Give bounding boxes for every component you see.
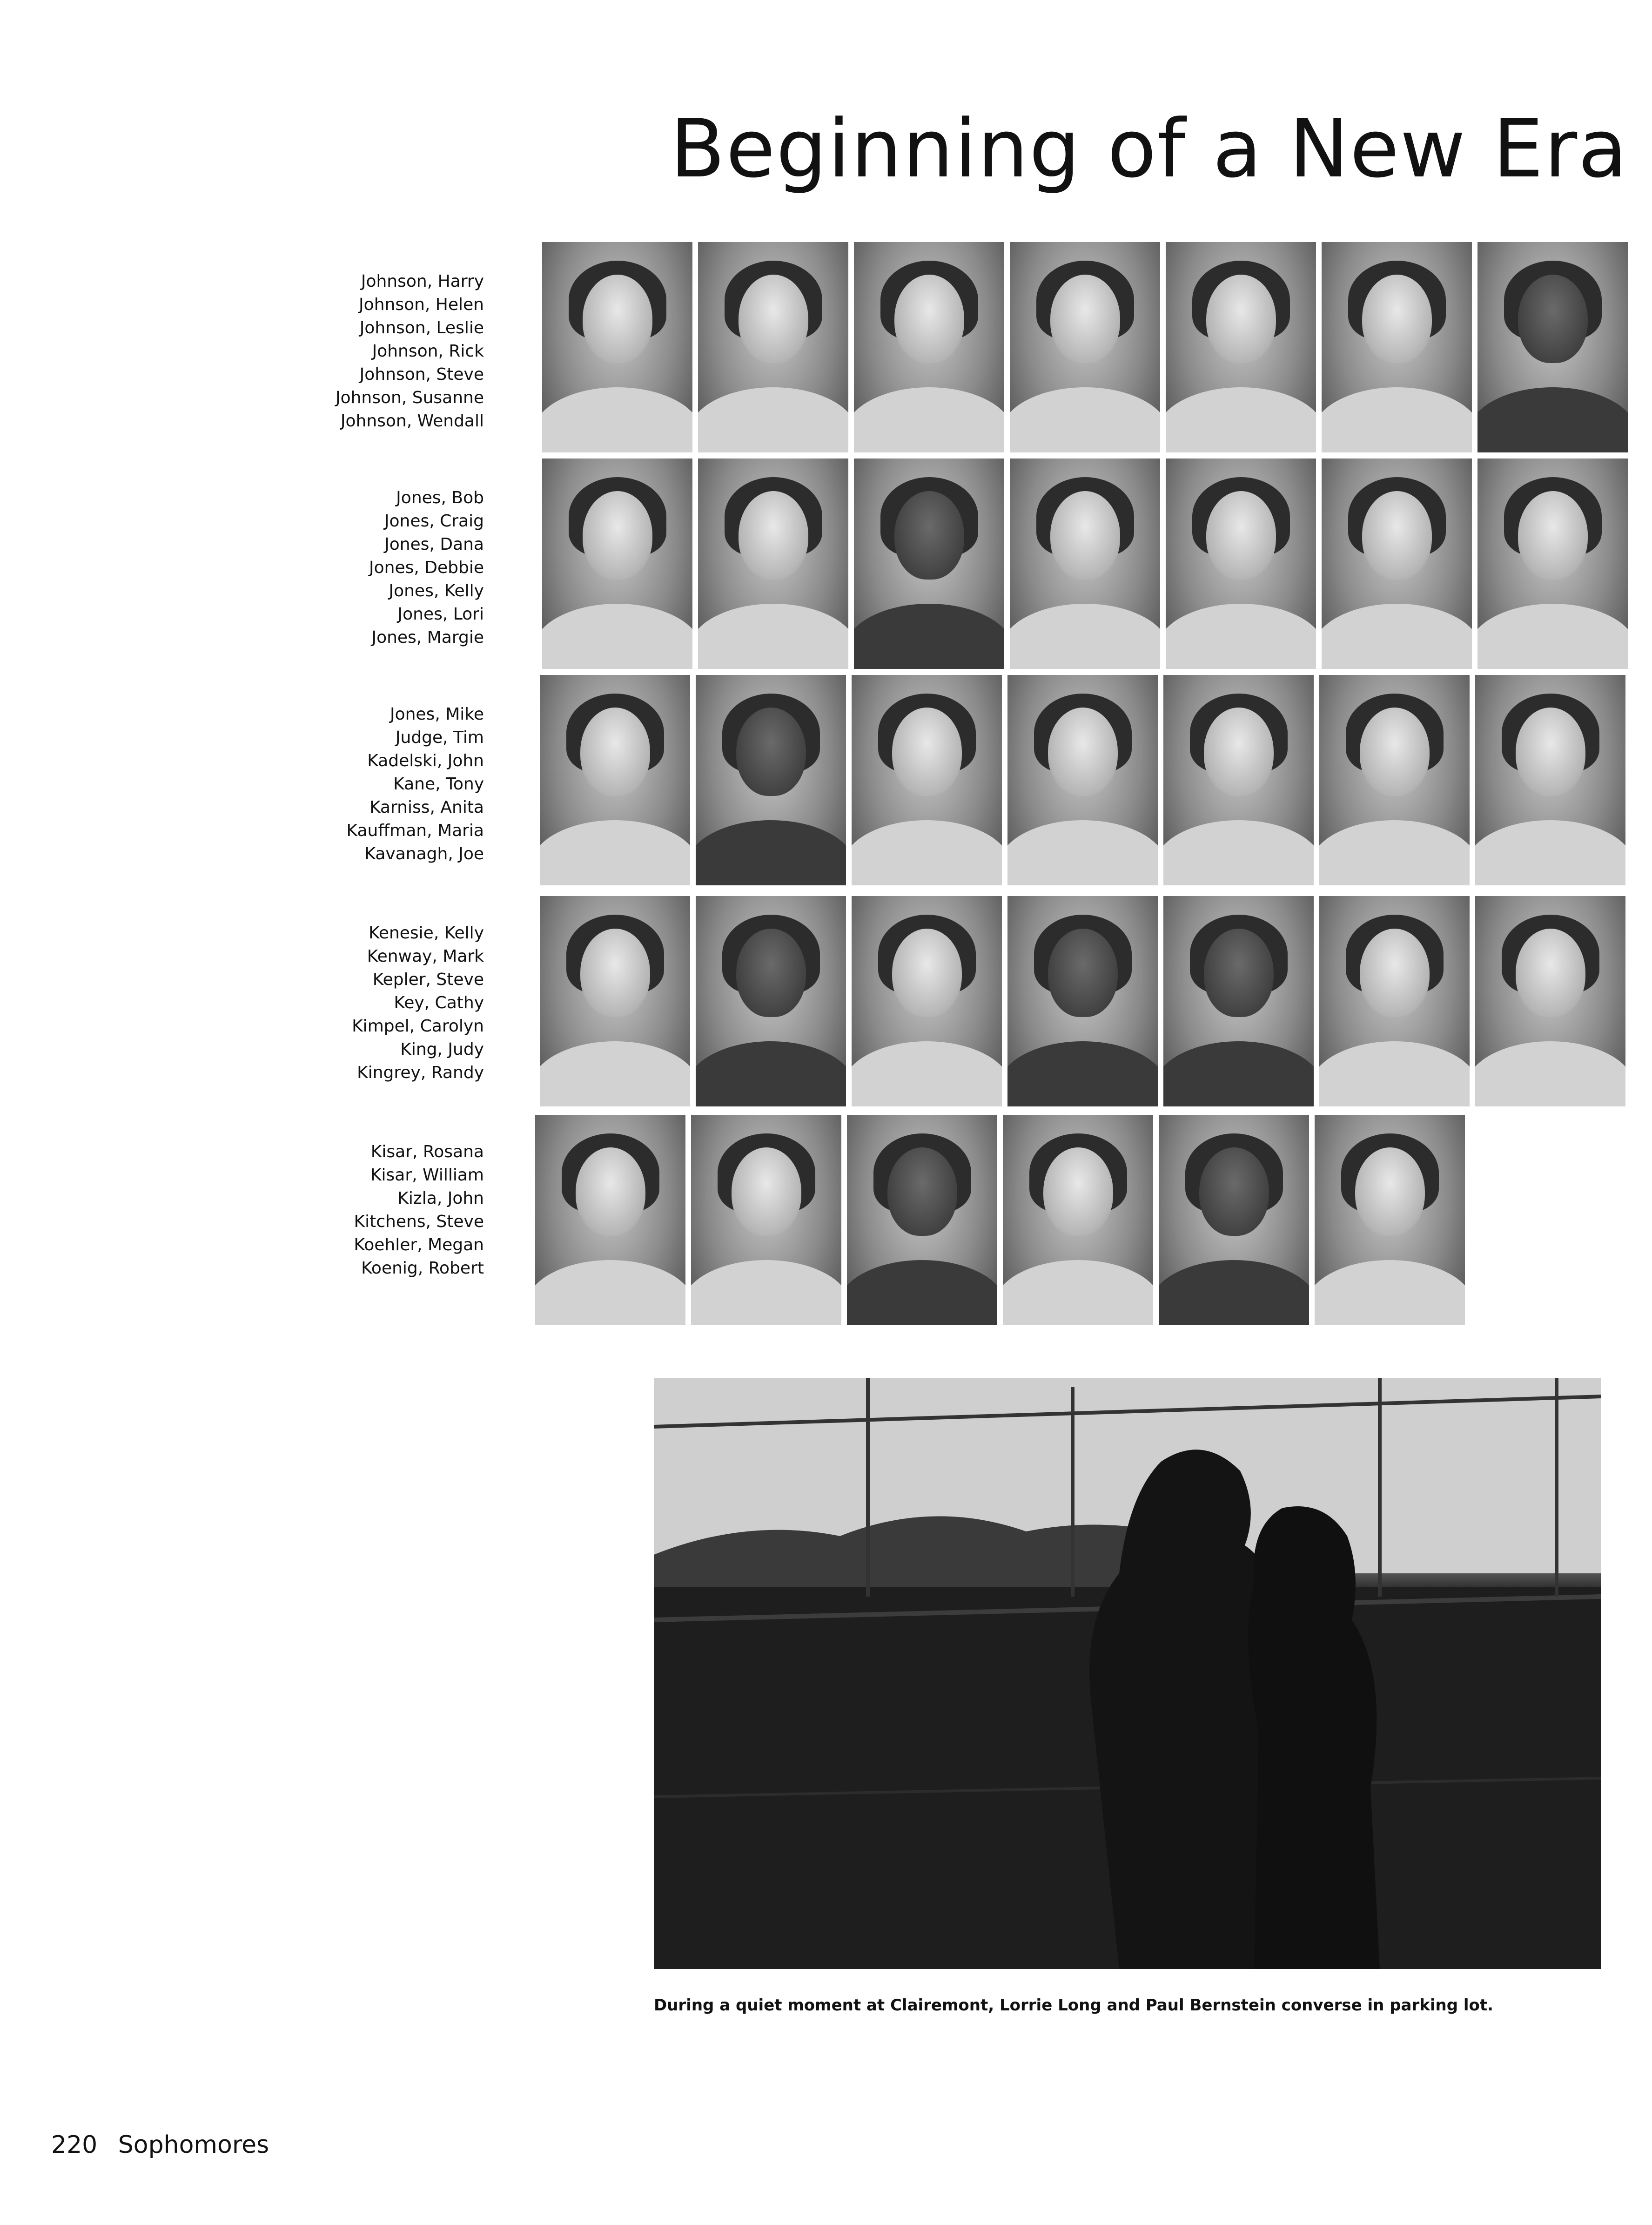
name-list-row-1 [56, 270, 484, 433]
student-portrait [1322, 242, 1472, 452]
student-name: Kitchens, Steve [354, 1212, 484, 1231]
student-portrait [1166, 242, 1316, 452]
photo-row-4 [540, 896, 1625, 1106]
student-name: Kenesie, Kelly [369, 924, 484, 943]
student-name: Kane, Tony [393, 775, 484, 794]
student-name: Jones, Kelly [389, 581, 484, 600]
page-footer [51, 2131, 282, 2159]
student-portrait [1007, 675, 1158, 885]
student-portrait [698, 242, 848, 452]
student-name: Johnson, Rick [372, 342, 484, 361]
student-name: Kizla, John [397, 1189, 484, 1208]
student-name: Jones, Bob [396, 488, 484, 507]
student-name: Jones, Dana [384, 535, 484, 554]
parking-lot-scene [654, 1378, 1601, 1969]
photo-row-5 [535, 1115, 1465, 1325]
student-name: Johnson, Susanne [335, 388, 484, 407]
student-name: King, Judy [400, 1040, 484, 1059]
student-portrait [1319, 675, 1470, 885]
student-name: Jones, Lori [397, 605, 484, 624]
student-name: Kepler, Steve [372, 970, 484, 989]
silhouette-person-2 [1248, 1506, 1380, 1969]
student-portrait [854, 242, 1004, 452]
student-portrait [696, 675, 846, 885]
student-portrait [540, 896, 690, 1106]
photo-row-1 [542, 242, 1628, 452]
student-portrait [1315, 1115, 1465, 1325]
student-portrait [1003, 1115, 1153, 1325]
student-portrait [1163, 675, 1314, 885]
student-portrait [1007, 896, 1158, 1106]
student-name: Kavanagh, Joe [364, 844, 484, 863]
student-portrait [540, 675, 690, 885]
student-portrait [1475, 896, 1625, 1106]
student-portrait [1159, 1115, 1309, 1325]
photo-row-2 [542, 458, 1628, 669]
page-number: 220 [51, 2131, 98, 2159]
student-portrait [1166, 458, 1316, 669]
student-portrait [691, 1115, 841, 1325]
student-portrait [852, 896, 1002, 1106]
name-list-row-3 [56, 703, 484, 866]
student-name: Johnson, Wendall [340, 411, 484, 431]
name-list-row-4 [56, 922, 484, 1085]
student-portrait [847, 1115, 997, 1325]
student-portrait [1475, 675, 1625, 885]
student-name: Kadelski, John [367, 751, 484, 770]
student-name: Karniss, Anita [369, 798, 484, 817]
student-name: Jones, Mike [389, 705, 484, 724]
student-name: Jones, Debbie [369, 558, 484, 577]
page-title: Beginning of a New Era [670, 102, 1628, 196]
student-name: Kauffman, Maria [346, 821, 484, 840]
student-portrait [1010, 242, 1160, 452]
student-name: Jones, Margie [371, 628, 484, 647]
student-portrait [535, 1115, 685, 1325]
student-name: Kingrey, Randy [357, 1063, 484, 1082]
student-portrait [854, 458, 1004, 669]
name-list-row-2 [56, 486, 484, 649]
student-name: Koenig, Robert [361, 1259, 484, 1278]
student-portrait [1010, 458, 1160, 669]
section-label: Sophomores [118, 2131, 269, 2159]
student-portrait [1163, 896, 1314, 1106]
student-name: Jones, Craig [384, 512, 484, 531]
student-name: Johnson, Helen [359, 295, 484, 314]
photo-caption: During a quiet moment at Clairemont, Lorrie Long and Paul Bernstein converse in parking lot. [654, 1996, 1494, 2015]
student-portrait [542, 458, 692, 669]
student-portrait [696, 896, 846, 1106]
student-portrait [1477, 458, 1628, 669]
student-portrait [1322, 458, 1472, 669]
student-portrait [698, 458, 848, 669]
name-list-row-5 [56, 1140, 484, 1280]
parking-lot-photo [654, 1378, 1601, 1969]
student-name: Kisar, William [370, 1166, 484, 1185]
photo-row-3 [540, 675, 1625, 885]
student-name: Kenway, Mark [367, 947, 484, 966]
student-portrait [1319, 896, 1470, 1106]
student-portrait [542, 242, 692, 452]
student-portrait [852, 675, 1002, 885]
student-name: Johnson, Steve [359, 365, 484, 384]
student-name: Key, Cathy [394, 993, 484, 1012]
student-name: Judge, Tim [395, 728, 484, 747]
student-portrait [1477, 242, 1628, 452]
student-name: Kisar, Rosana [370, 1142, 484, 1161]
student-name: Johnson, Leslie [359, 318, 484, 337]
student-name: Koehler, Megan [354, 1235, 484, 1254]
student-name: Kimpel, Carolyn [352, 1017, 484, 1036]
student-name: Johnson, Harry [361, 272, 484, 291]
